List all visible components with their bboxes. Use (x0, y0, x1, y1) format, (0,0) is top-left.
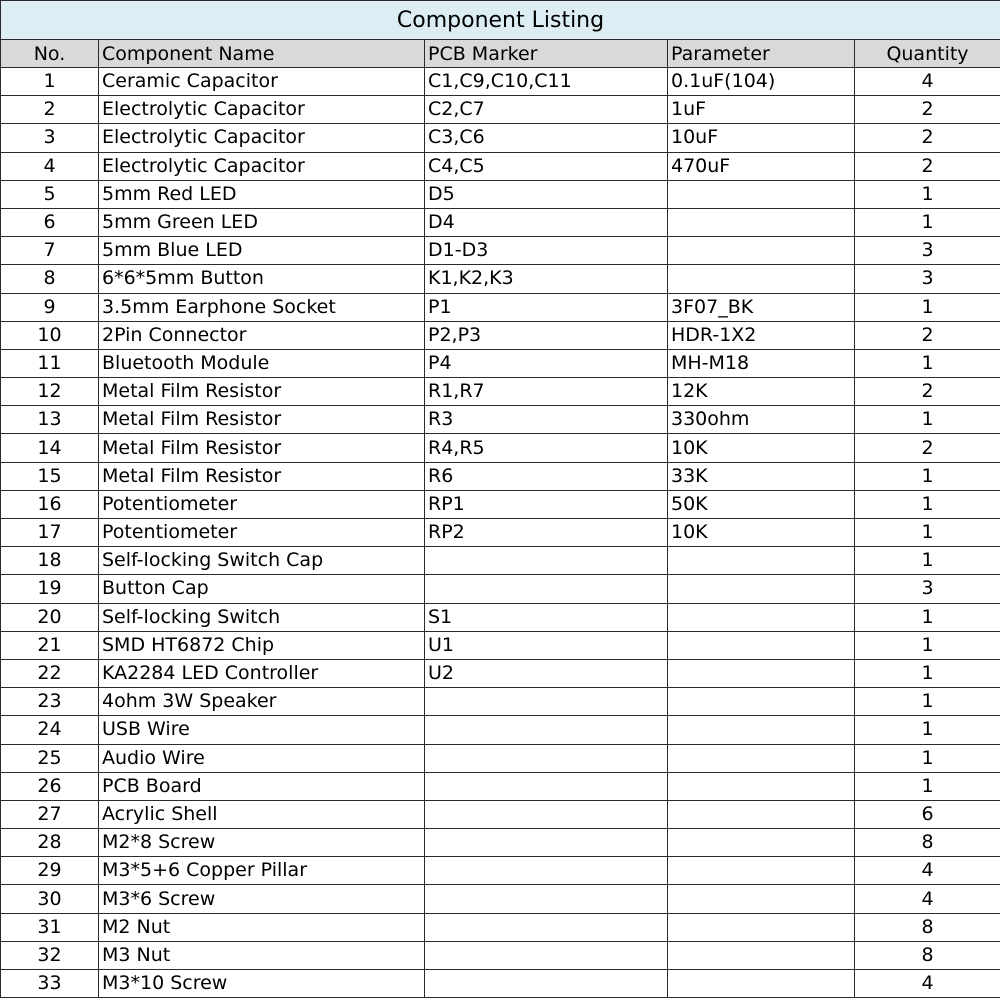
cell-quantity: 3 (855, 237, 1000, 265)
cell-no: 14 (1, 434, 99, 462)
table-row (1, 68, 1000, 96)
cell-pcb-marker (425, 547, 668, 575)
cell-parameter: 33K (668, 462, 855, 490)
cell-pcb-marker (425, 970, 668, 998)
cell-no: 19 (1, 575, 99, 603)
table-row (1, 688, 1000, 716)
cell-pcb-marker: D5 (425, 180, 668, 208)
cell-no: 31 (1, 913, 99, 941)
cell-component-name: Metal Film Resistor (99, 378, 425, 406)
cell-parameter: 12K (668, 378, 855, 406)
table-row (1, 519, 1000, 547)
cell-quantity: 4 (855, 68, 1000, 96)
cell-no: 27 (1, 800, 99, 828)
cell-pcb-marker: S1 (425, 603, 668, 631)
table-row (1, 547, 1000, 575)
cell-no: 22 (1, 659, 99, 687)
table-row (1, 970, 1000, 998)
cell-parameter (668, 659, 855, 687)
cell-component-name: M2*8 Screw (99, 829, 425, 857)
cell-component-name: 5mm Green LED (99, 208, 425, 236)
table-row (1, 406, 1000, 434)
cell-component-name: 4ohm 3W Speaker (99, 688, 425, 716)
cell-parameter (668, 970, 855, 998)
cell-quantity: 1 (855, 519, 1000, 547)
cell-quantity: 8 (855, 913, 1000, 941)
cell-quantity: 1 (855, 603, 1000, 631)
cell-quantity: 1 (855, 180, 1000, 208)
cell-quantity: 4 (855, 885, 1000, 913)
cell-component-name: M3*6 Screw (99, 885, 425, 913)
cell-parameter (668, 180, 855, 208)
cell-pcb-marker: K1,K2,K3 (425, 265, 668, 293)
cell-no: 17 (1, 519, 99, 547)
cell-parameter (668, 688, 855, 716)
cell-pcb-marker (425, 857, 668, 885)
cell-quantity: 1 (855, 631, 1000, 659)
cell-parameter: 10K (668, 434, 855, 462)
cell-parameter: 3F07_BK (668, 293, 855, 321)
table-row (1, 237, 1000, 265)
cell-quantity: 2 (855, 378, 1000, 406)
cell-quantity: 2 (855, 434, 1000, 462)
cell-parameter: HDR-1X2 (668, 321, 855, 349)
cell-parameter (668, 208, 855, 236)
cell-parameter (668, 772, 855, 800)
cell-no: 3 (1, 124, 99, 152)
cell-quantity: 8 (855, 829, 1000, 857)
cell-component-name: SMD HT6872 Chip (99, 631, 425, 659)
cell-quantity: 1 (855, 716, 1000, 744)
cell-pcb-marker: U1 (425, 631, 668, 659)
cell-parameter (668, 265, 855, 293)
cell-no: 13 (1, 406, 99, 434)
cell-component-name: Self-locking Switch Cap (99, 547, 425, 575)
cell-pcb-marker: R6 (425, 462, 668, 490)
cell-component-name: M3 Nut (99, 941, 425, 969)
column-header-component-name: Component Name (99, 40, 425, 68)
cell-no: 2 (1, 96, 99, 124)
cell-quantity: 4 (855, 857, 1000, 885)
cell-component-name: Ceramic Capacitor (99, 68, 425, 96)
cell-no: 12 (1, 378, 99, 406)
cell-pcb-marker: R1,R7 (425, 378, 668, 406)
cell-pcb-marker: U2 (425, 659, 668, 687)
cell-component-name: 3.5mm Earphone Socket (99, 293, 425, 321)
cell-component-name: 5mm Red LED (99, 180, 425, 208)
cell-no: 21 (1, 631, 99, 659)
cell-no: 26 (1, 772, 99, 800)
cell-pcb-marker (425, 941, 668, 969)
cell-parameter (668, 603, 855, 631)
cell-parameter: 10uF (668, 124, 855, 152)
cell-quantity: 1 (855, 490, 1000, 518)
header-row (1, 40, 1000, 68)
cell-no: 4 (1, 152, 99, 180)
cell-component-name: Electrolytic Capacitor (99, 124, 425, 152)
cell-pcb-marker: C1,C9,C10,C11 (425, 68, 668, 96)
cell-quantity: 1 (855, 406, 1000, 434)
cell-no: 28 (1, 829, 99, 857)
cell-component-name: Button Cap (99, 575, 425, 603)
title-row (1, 1, 1000, 40)
cell-no: 20 (1, 603, 99, 631)
table-row (1, 716, 1000, 744)
cell-quantity: 1 (855, 744, 1000, 772)
cell-component-name: Potentiometer (99, 490, 425, 518)
cell-pcb-marker (425, 716, 668, 744)
table-row (1, 378, 1000, 406)
cell-quantity: 1 (855, 208, 1000, 236)
table-row (1, 208, 1000, 236)
cell-no: 1 (1, 68, 99, 96)
cell-pcb-marker: P2,P3 (425, 321, 668, 349)
column-header-parameter: Parameter (668, 40, 855, 68)
cell-pcb-marker: RP1 (425, 490, 668, 518)
cell-no: 7 (1, 237, 99, 265)
cell-parameter (668, 547, 855, 575)
cell-quantity: 1 (855, 349, 1000, 377)
cell-parameter (668, 716, 855, 744)
cell-no: 10 (1, 321, 99, 349)
cell-parameter (668, 885, 855, 913)
cell-quantity: 1 (855, 772, 1000, 800)
table-row (1, 772, 1000, 800)
cell-component-name: Metal Film Resistor (99, 462, 425, 490)
cell-component-name: 5mm Blue LED (99, 237, 425, 265)
table-row (1, 575, 1000, 603)
cell-component-name: Electrolytic Capacitor (99, 152, 425, 180)
cell-quantity: 2 (855, 124, 1000, 152)
cell-component-name: KA2284 LED Controller (99, 659, 425, 687)
cell-pcb-marker: R4,R5 (425, 434, 668, 462)
cell-parameter (668, 857, 855, 885)
cell-parameter (668, 575, 855, 603)
table-row (1, 124, 1000, 152)
cell-parameter (668, 237, 855, 265)
cell-component-name: M2 Nut (99, 913, 425, 941)
cell-parameter: 470uF (668, 152, 855, 180)
table-row (1, 603, 1000, 631)
cell-parameter (668, 744, 855, 772)
cell-parameter: 0.1uF(104) (668, 68, 855, 96)
cell-no: 6 (1, 208, 99, 236)
column-header-no: No. (1, 40, 99, 68)
cell-no: 24 (1, 716, 99, 744)
table-row (1, 180, 1000, 208)
table-row (1, 857, 1000, 885)
cell-pcb-marker (425, 885, 668, 913)
cell-pcb-marker: RP2 (425, 519, 668, 547)
cell-quantity: 2 (855, 96, 1000, 124)
table-row (1, 349, 1000, 377)
cell-pcb-marker (425, 829, 668, 857)
table-row (1, 321, 1000, 349)
cell-pcb-marker (425, 772, 668, 800)
table-row (1, 941, 1000, 969)
table-row (1, 744, 1000, 772)
cell-no: 18 (1, 547, 99, 575)
table-row (1, 96, 1000, 124)
cell-parameter (668, 631, 855, 659)
cell-quantity: 1 (855, 462, 1000, 490)
cell-component-name: Metal Film Resistor (99, 434, 425, 462)
cell-component-name: M3*5+6 Copper Pillar (99, 857, 425, 885)
cell-no: 8 (1, 265, 99, 293)
cell-no: 16 (1, 490, 99, 518)
cell-pcb-marker (425, 800, 668, 828)
cell-quantity: 1 (855, 293, 1000, 321)
cell-no: 15 (1, 462, 99, 490)
cell-no: 11 (1, 349, 99, 377)
table-row (1, 462, 1000, 490)
table-row (1, 659, 1000, 687)
cell-component-name: Bluetooth Module (99, 349, 425, 377)
cell-no: 5 (1, 180, 99, 208)
cell-pcb-marker (425, 575, 668, 603)
table-body (1, 68, 1000, 998)
cell-no: 33 (1, 970, 99, 998)
table-row (1, 913, 1000, 941)
table-row (1, 265, 1000, 293)
cell-parameter: 10K (668, 519, 855, 547)
cell-quantity: 6 (855, 800, 1000, 828)
table-row (1, 800, 1000, 828)
cell-parameter: MH-M18 (668, 349, 855, 377)
cell-parameter: 1uF (668, 96, 855, 124)
cell-component-name: M3*10 Screw (99, 970, 425, 998)
cell-parameter (668, 941, 855, 969)
cell-pcb-marker: D1-D3 (425, 237, 668, 265)
cell-component-name: PCB Board (99, 772, 425, 800)
table-row (1, 434, 1000, 462)
cell-component-name: 6*6*5mm Button (99, 265, 425, 293)
table-row (1, 293, 1000, 321)
cell-no: 25 (1, 744, 99, 772)
cell-pcb-marker: D4 (425, 208, 668, 236)
cell-quantity: 8 (855, 941, 1000, 969)
cell-pcb-marker: P1 (425, 293, 668, 321)
cell-no: 29 (1, 857, 99, 885)
cell-parameter (668, 829, 855, 857)
table-row (1, 490, 1000, 518)
cell-component-name: USB Wire (99, 716, 425, 744)
cell-component-name: Acrylic Shell (99, 800, 425, 828)
cell-quantity: 4 (855, 970, 1000, 998)
cell-pcb-marker: C4,C5 (425, 152, 668, 180)
table-title: Component Listing (1, 1, 1000, 40)
cell-quantity: 1 (855, 688, 1000, 716)
cell-no: 9 (1, 293, 99, 321)
cell-pcb-marker (425, 744, 668, 772)
cell-parameter (668, 800, 855, 828)
column-header-quantity: Quantity (855, 40, 1000, 68)
cell-no: 23 (1, 688, 99, 716)
table-row (1, 885, 1000, 913)
cell-quantity: 1 (855, 659, 1000, 687)
cell-component-name: 2Pin Connector (99, 321, 425, 349)
cell-quantity: 3 (855, 575, 1000, 603)
cell-component-name: Potentiometer (99, 519, 425, 547)
table-row (1, 631, 1000, 659)
table-row (1, 152, 1000, 180)
cell-parameter: 330ohm (668, 406, 855, 434)
cell-pcb-marker (425, 688, 668, 716)
cell-quantity: 2 (855, 321, 1000, 349)
cell-parameter (668, 913, 855, 941)
cell-pcb-marker: P4 (425, 349, 668, 377)
cell-component-name: Metal Film Resistor (99, 406, 425, 434)
column-header-pcb-marker: PCB Marker (425, 40, 668, 68)
cell-parameter: 50K (668, 490, 855, 518)
cell-pcb-marker: C2,C7 (425, 96, 668, 124)
table-row (1, 829, 1000, 857)
cell-quantity: 1 (855, 547, 1000, 575)
cell-pcb-marker: C3,C6 (425, 124, 668, 152)
cell-no: 30 (1, 885, 99, 913)
cell-component-name: Electrolytic Capacitor (99, 96, 425, 124)
cell-component-name: Self-locking Switch (99, 603, 425, 631)
cell-component-name: Audio Wire (99, 744, 425, 772)
cell-quantity: 3 (855, 265, 1000, 293)
cell-pcb-marker (425, 913, 668, 941)
cell-pcb-marker: R3 (425, 406, 668, 434)
cell-no: 32 (1, 941, 99, 969)
cell-quantity: 2 (855, 152, 1000, 180)
